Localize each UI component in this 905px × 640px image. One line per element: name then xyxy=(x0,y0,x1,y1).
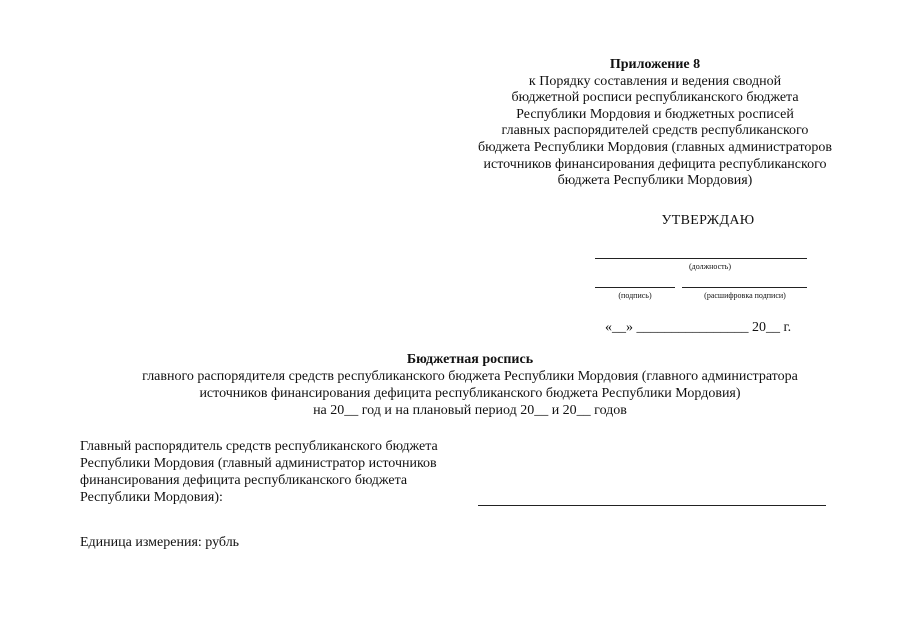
manager-label xyxy=(80,438,480,506)
appendix-title: Приложение 8 xyxy=(609,57,701,72)
appendix-line: бюджета Республики Мордовия (главных администраторов xyxy=(478,139,832,155)
position-caption: (должность) xyxy=(689,262,731,271)
document-title-block xyxy=(80,351,860,419)
appendix-header xyxy=(440,57,870,190)
appendix-line: Республики Мордовия и бюджетных росписей xyxy=(516,106,794,122)
manager-label-line: финансирования дефицита республиканского бюджета xyxy=(80,473,408,488)
manager-label-line: Республики Мордовия): xyxy=(80,490,223,505)
document-subtitle-line: источников финансирования дефицита республиканского бюджета Республики Мордовия) xyxy=(199,386,741,401)
signature-caption: (подпись) xyxy=(618,291,652,300)
manager-label-line: Главный распорядитель средств республиканского бюджета xyxy=(80,439,438,454)
appendix-line: бюджета Республики Мордовия) xyxy=(557,173,753,189)
appendix-line: бюджетной росписи республиканского бюджета xyxy=(511,90,799,106)
signature-decoding-line xyxy=(682,287,807,288)
document-subtitle-line: главного распорядителя средств республиканского бюджета Республики Мордовия (главного администратора xyxy=(142,369,798,384)
signature-decoding-caption: (расшифровка подписи) xyxy=(704,291,786,300)
appendix-line: к Порядку составления и ведения сводной xyxy=(528,73,782,89)
signature-line xyxy=(595,287,675,288)
appendix-line: источников финансирования дефицита республиканского xyxy=(483,156,827,172)
document-title: Бюджетная роспись xyxy=(406,352,534,367)
position-line xyxy=(595,258,807,259)
approval-date: «__» ________________ 20__ г. xyxy=(605,320,792,335)
unit-label: Единица измерения: рубль xyxy=(80,535,240,550)
document-period-line: на 20__ год и на плановый период 20__ и 20__ годов xyxy=(313,403,627,418)
manager-fill-line xyxy=(478,505,826,506)
manager-label-line: Республики Мордовия (главный администратор источников xyxy=(80,456,437,471)
approve-heading: УТВЕРЖДАЮ xyxy=(661,213,755,228)
appendix-line: главных распорядителей средств республиканского xyxy=(501,123,809,139)
